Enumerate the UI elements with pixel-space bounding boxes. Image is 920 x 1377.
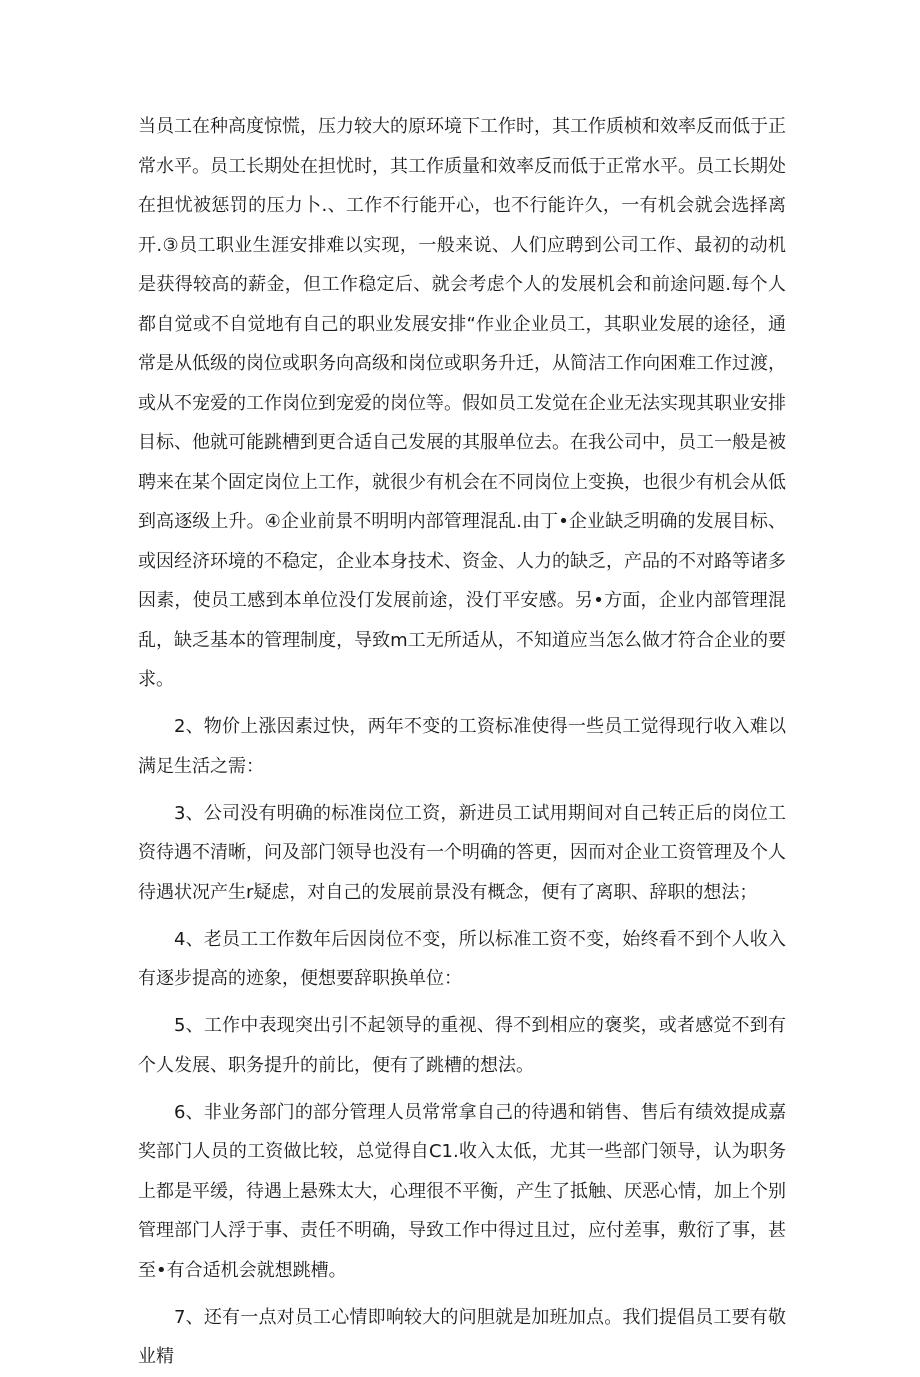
paragraph-intro: 当员工在种高度惊慌，压力较大的原环境下工作时，其工作质桢和效率反而低于正常水平。员工长期处在担忧时，其工作质量和效率反而低于正常水平。员工长期处在担忧被惩罚的压力卜.、工作不行能开心，也不行能许久，一有机会就会选择离开.③员工职业生涯安排难以实现，一般来说、人们应聘到公司工作、最初的动机是获得较高的薪金，但工作稳定后、就会考虑个人的发展机会和前途问题.每个人都自觉或不自觉地有自己的职业发展安排“作业企业员工，其职业发展的途径，通常是从低级的岗位或职务向高级和岗位或职务升迁，从简洁工作向困难工作过渡，或从不宠爱的工作岗位到宠爱的岗位等。假如员工发觉在企业无法实现其职业安排目标、他就可能跳槽到更合适自己发展的其服单位去。在我公司中，员工一般是被聘来在某个固定岗位上工作，就很少有机会在不同岗位上变换，也很少有机会从低到高逐级上升。④企业前景不明明内部管理混乱.由丁•企业缺乏明确的发展目标、或因经济环境的不稳定，企业本身技术、资金、人力的缺乏，产品的不对路等诸多因素，使员工感到本单位没仃发展前途，没仃平安感。另•方面，企业内部管理混乱，缺乏基本的管理制度，导致m工无所适从，不知道应当怎么做才符合企业的要求。: [138, 116, 786, 690]
paragraph-item-6: 6、非业务部门的部分管理人员常常拿自己的待遇和销售、售后有绩效提成嘉奖部门人员的工资做比较，总觉得自C1.收入太低，尤其一些部门领导，认为职务上都是平缓，待遇上悬殊太大，心理很不平衡，产生了抵触、厌恶心情，加上个别管理部门人浮于事、责任不明确，导致工作中得过且过，应付差事，敷衍了事，甚至•有合适机会就想跳槽。: [138, 1101, 786, 1281]
paragraph-item-3: 3、公司没有明确的标准岗位工资，新进员工试用期间对自己转正后的岗位工资待遇不清晰，问及部门领导也没有一个明确的答更，因而对企业工资管理及个人待遇状况产生r疑虑，对自己的发展前景没有概念，便有了离职、辞职的想法；: [138, 802, 786, 903]
paragraph-item-7: 7、还有一点对员工心情即响较大的问胆就是加班加点。我们提倡员工要有敬业精: [138, 1306, 786, 1367]
document-page: [138, 107, 786, 1377]
paragraph-item-5: 5、工作中表现突出引不起领导的重视、得不到相应的褒奖，或者感觉不到有个人发展、职务提升的前比，便有了跳槽的想法。: [138, 1015, 786, 1076]
paragraph-item-4: 4、老员工工作数年后因岗位不变，所以标准工资不变，始终看不到个人收入有逐步提高的迹象，便想要辞职换单位：: [138, 928, 786, 989]
paragraph-item-2: 2、物价上涨因素过快，两年不变的工资标准使得一些员工觉得现行收入难以满足生活之需：: [138, 716, 786, 777]
